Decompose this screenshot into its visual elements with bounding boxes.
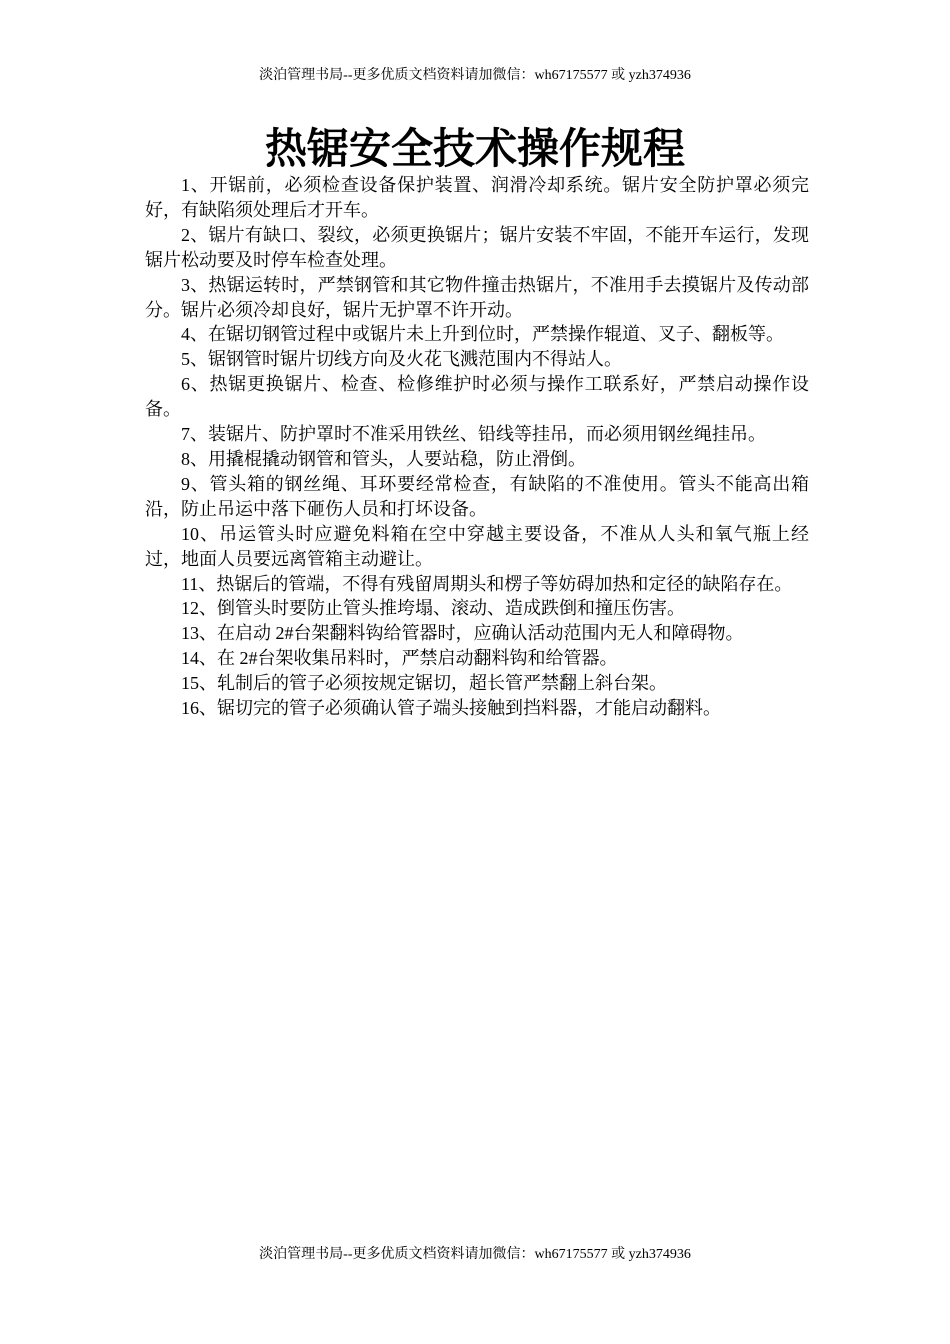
rule-item: 11、热锯后的管端，不得有残留周期头和楞子等妨碍加热和定径的缺陷存在。	[181, 573, 793, 594]
rule-item: 1、开锯前，必须检查设备保护装置、润滑冷却系统。锯片安全防护罩必须完好，有缺陷须处理后才开车。	[145, 175, 809, 220]
document-body	[145, 173, 809, 721]
rule-item: 12、倒管头时要防止管头推垮塌、滚动、造成跌倒和撞压伤害。	[181, 598, 685, 619]
rule-item: 4、在锯切钢管过程中或锯片未上升到位时，严禁操作辊道、叉子、翻板等。	[181, 324, 784, 345]
rule-item: 5、锯钢管时锯片切线方向及火花飞溅范围内不得站人。	[181, 349, 622, 370]
rule-item: 16、锯切完的管子必须确认管子端头接触到挡料器，才能启动翻料。	[181, 698, 721, 719]
rule-item: 8、用撬棍撬动钢管和管头，人要站稳，防止滑倒。	[181, 448, 586, 469]
rule-item: 15、轧制后的管子必须按规定锯切，超长管严禁翻上斜台架。	[181, 673, 667, 694]
rule-item: 2、锯片有缺口、裂纹，必须更换锯片；锯片安装不牢固，不能开车运行，发现锯片松动要及时停车检查处理。	[145, 224, 809, 270]
page-footer: 淡泊管理书局--更多优质文档资料请加微信：wh67175577 或 yzh374936	[259, 1247, 691, 1262]
rule-item: 9、管头箱的钢丝绳、耳环要经常检查，有缺陷的不准使用。管头不能高出箱沿，防止吊运中落下砸伤人员和打坏设备。	[145, 473, 809, 519]
rule-item: 7、装锯片、防护罩时不准采用铁丝、铅线等挂吊，而必须用钢丝绳挂吊。	[181, 424, 766, 445]
rule-item: 6、热锯更换锯片、检查、检修维护时必须与操作工联系好，严禁启动操作设备。	[145, 374, 809, 420]
rule-item: 3、热锯运转时，严禁钢管和其它物件撞击热锯片，不准用手去摸锯片及传动部分。锯片必须冷却良好，锯片无护罩不许开动。	[145, 274, 809, 320]
document-title: 热锯安全技术操作规程	[264, 125, 685, 172]
rule-item: 13、在启动 2#台架翻料钩给管器时，应确认活动范围内无人和障碍物。	[181, 623, 744, 644]
page-header: 淡泊管理书局--更多优质文档资料请加微信：wh67175577 或 yzh374936	[259, 68, 691, 83]
rule-item: 10、吊运管头时应避免料箱在空中穿越主要设备，不准从人头和氧气瓶上经过，地面人员要远离管箱主动避让。	[145, 523, 809, 569]
rule-item: 14、在 2#台架收集吊料时，严禁启动翻料钩和给管器。	[181, 648, 618, 669]
